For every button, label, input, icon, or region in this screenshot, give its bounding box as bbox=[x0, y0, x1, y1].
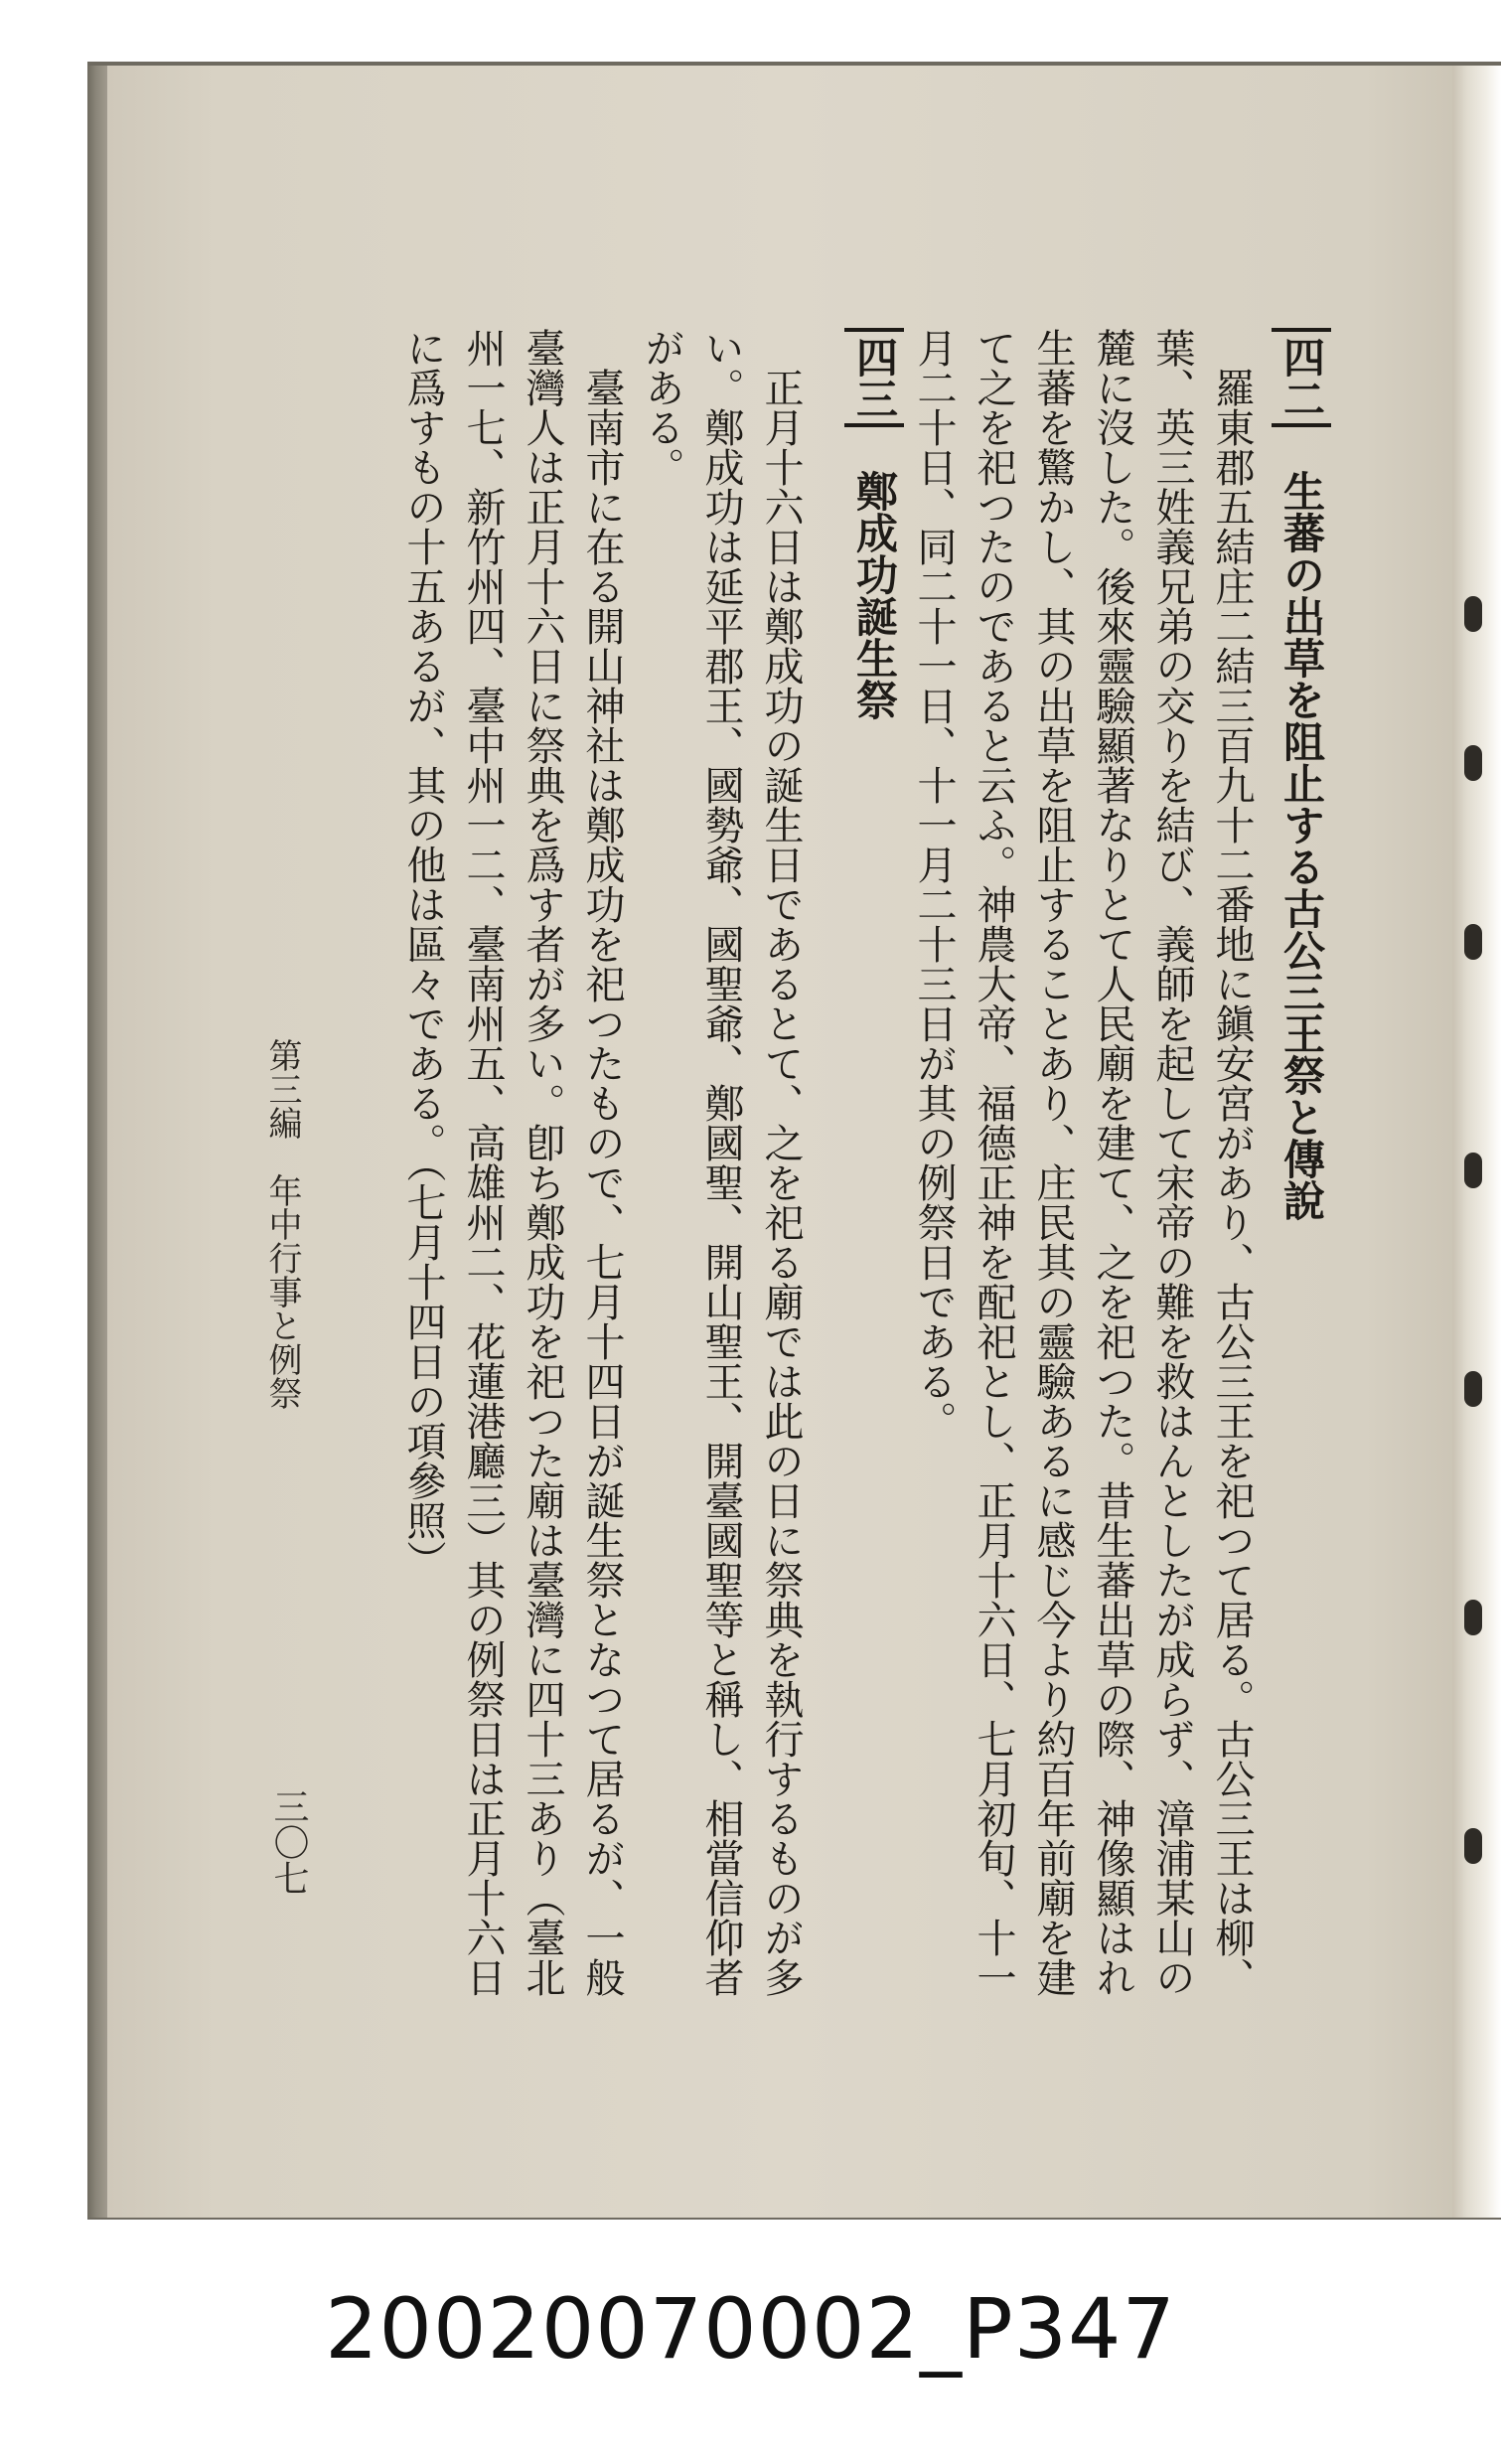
running-footer-title: 第三編 年中行事と例祭 bbox=[262, 1038, 302, 1410]
page-number: 三〇七 bbox=[268, 1788, 309, 1896]
binding-hole bbox=[1464, 1153, 1482, 1188]
section-paragraph: 臺南市に在る開山神社は鄭成功を祀つたもので、七月十四日が誕生祭となつて居るが、一般臺灣人は正月十六日に祭典を爲す者が多い。卽ち鄭成功を祀つた廟は臺灣に四十三あり（臺北州一七、新竹州四、臺中州一二、臺南州五、高雄州二、花蓮港廳三）其の例祭日は正月十六日に爲すもの十五あるが、其の他は區々である。（七月十四日の項參照） bbox=[400, 328, 625, 1997]
page-edge bbox=[87, 66, 109, 2218]
section-heading bbox=[1272, 328, 1331, 2007]
binding-holes bbox=[1460, 596, 1490, 2086]
binding-hole bbox=[1464, 745, 1482, 781]
image-caption: 20020070002_P347 bbox=[325, 2280, 1176, 2378]
section-title: 生蕃の出草を阻止する古公三王祭と傳說 bbox=[1277, 469, 1326, 1221]
section-paragraph: 正月十六日は鄭成功の誕生日であるとて、之を祀る廟では此の日に祭典を執行するものが多い。鄭成功は延平郡王、國勢爺、國聖爺、鄭國聖、開山聖王、開臺國聖等と稱し、相當信仰者がある。 bbox=[639, 328, 804, 1997]
section-number: 四二 bbox=[1272, 328, 1331, 427]
section-number: 四三 bbox=[844, 328, 904, 427]
binding-hole bbox=[1464, 596, 1482, 632]
binding-hole bbox=[1464, 1600, 1482, 1635]
section-paragraph: 羅東郡五結庄二結三百九十二番地に鎭安宮があり、古公三王を祀つて居る。古公三王は柳、葉、英三姓義兄弟の交りを結び、義師を起して宋帝の難を救はんとしたが成らず、漳浦某山の麓に沒した。後來靈驗顯著なりとて人民廟を建て、之を祀つた。昔生蕃出草の際、神像顯はれ生蕃を驚かし、其の出草を阻止することあり、庄民其の靈驗あるに感じ今より約百年前廟を建て之を祀つたのであると云ふ。神農大帝、福德正神を配祀とし、正月十六日、七月初旬、十一月二十日、同二十一日、十一月二十三日が其の例祭日である。 bbox=[911, 328, 1255, 1997]
page-body bbox=[338, 328, 1331, 2007]
section-title: 鄭成功誕生祭 bbox=[850, 469, 899, 720]
binding-hole bbox=[1464, 1828, 1482, 1864]
section-heading bbox=[844, 328, 904, 2007]
binding-hole bbox=[1464, 1371, 1482, 1407]
binding-hole bbox=[1464, 924, 1482, 960]
